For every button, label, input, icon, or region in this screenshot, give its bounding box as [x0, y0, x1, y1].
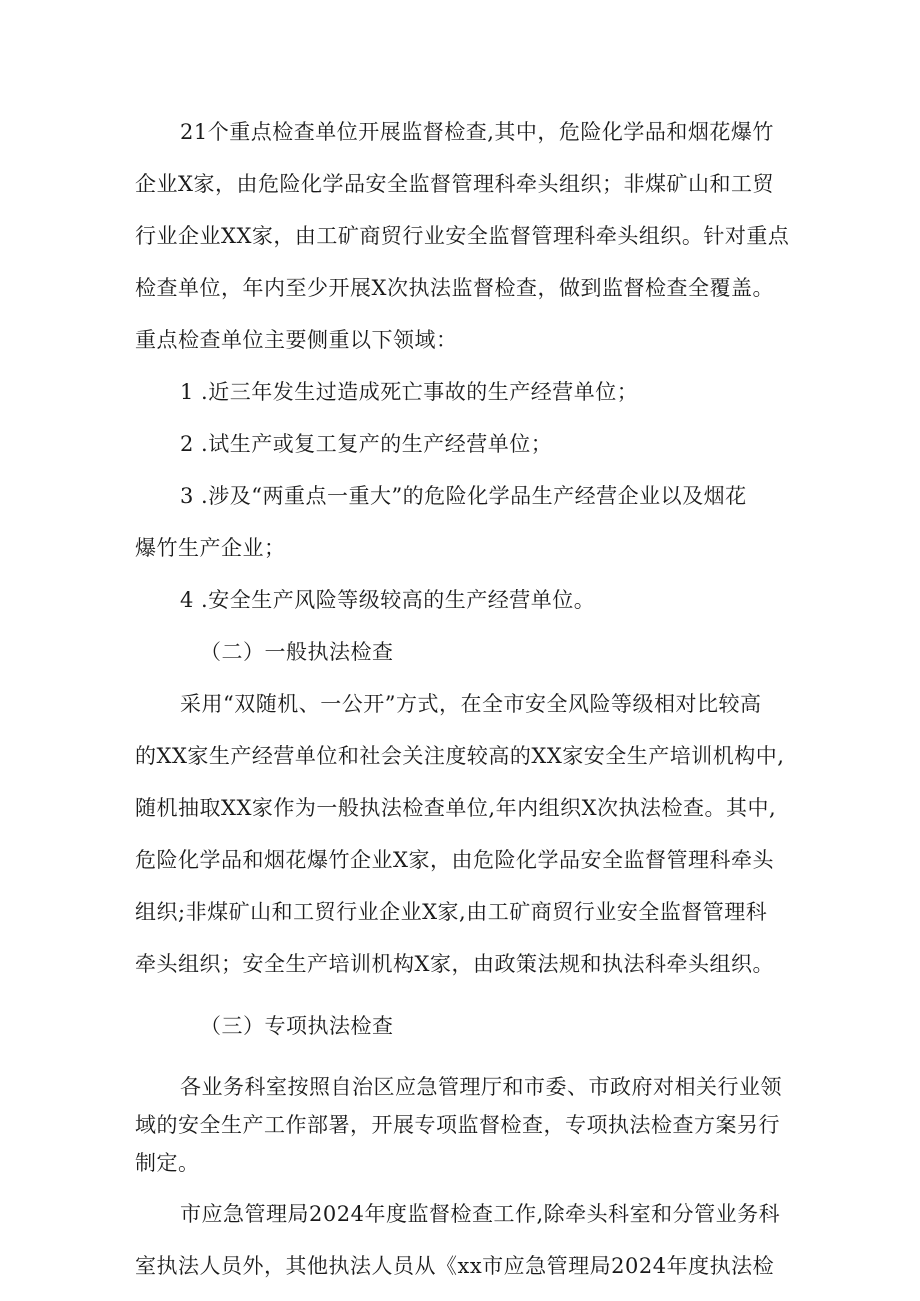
- section-2-line-5: 组织;非煤矿山和工贸行业企业X家,由工矿商贸行业安全监督管理科: [135, 900, 768, 924]
- list-item-3-line-2: 爆竹生产企业；: [135, 536, 286, 560]
- paragraph-1-line-1: 21个重点检查单位开展监督检查,其中，危险化学品和烟花爆竹: [180, 120, 774, 144]
- section-2-line-2: 的XX家生产经营单位和社会关注度较高的XX家安全生产培训机构中,: [135, 744, 785, 768]
- section-3-line-3: 制定。: [135, 1151, 200, 1175]
- section-3-line-2: 域的安全生产工作部署，开展专项监督检查，专项执法检查方案另行: [135, 1113, 780, 1137]
- list-item-2: 2 .试生产或复工复产的生产经营单位；: [180, 432, 553, 456]
- list-item-3-line-1: 3 .涉及“两重点一重大”的危险化学品生产经营企业以及烟花: [180, 484, 747, 508]
- paragraph-final-line-2: 室执法人员外，其他执法人员从《xx市应急管理局2024年度执法检: [135, 1254, 775, 1278]
- list-item-1: 1 .近三年发生过造成死亡事故的生产经营单位；: [180, 380, 639, 404]
- list-item-4: 4 .安全生产风险等级较高的生产经营单位。: [180, 588, 596, 612]
- section-2-line-4: 危险化学品和烟花爆竹企业X家，由危险化学品安全监督管理科牵头: [135, 848, 774, 872]
- paragraph-1-line-5: 重点检查单位主要侧重以下领域：: [135, 328, 458, 352]
- paragraph-1-line-3: 行业企业XX家，由工矿商贸行业安全监督管理科牵头组织。针对重点: [135, 224, 790, 248]
- section-2-line-6: 牵头组织；安全生产培训机构X家，由政策法规和执法科牵头组织。: [135, 952, 774, 976]
- section-2-heading: （二）一般执法检查: [200, 640, 394, 664]
- paragraph-1-line-2: 企业X家，由危险化学品安全监督管理科牵头组织；非煤矿山和工贸: [135, 172, 774, 196]
- paragraph-1-line-4: 检查单位，年内至少开展X次执法监督检查，做到监督检查全覆盖。: [135, 276, 774, 300]
- paragraph-final-line-1: 市应急管理局2024年度监督检查工作,除牵头科室和分管业务科: [180, 1202, 781, 1226]
- section-3-heading: （三）专项执法检查: [200, 1014, 394, 1038]
- section-2-line-1: 采用“双随机、一公开”方式，在全市安全风险等级相对比较高: [180, 692, 762, 716]
- section-3-line-1: 各业务科室按照自治区应急管理厅和市委、市政府对相关行业领: [180, 1075, 782, 1099]
- section-2-line-3: 随机抽取XX家作为一般执法检查单位,年内组织X次执法检查。其中,: [135, 796, 777, 820]
